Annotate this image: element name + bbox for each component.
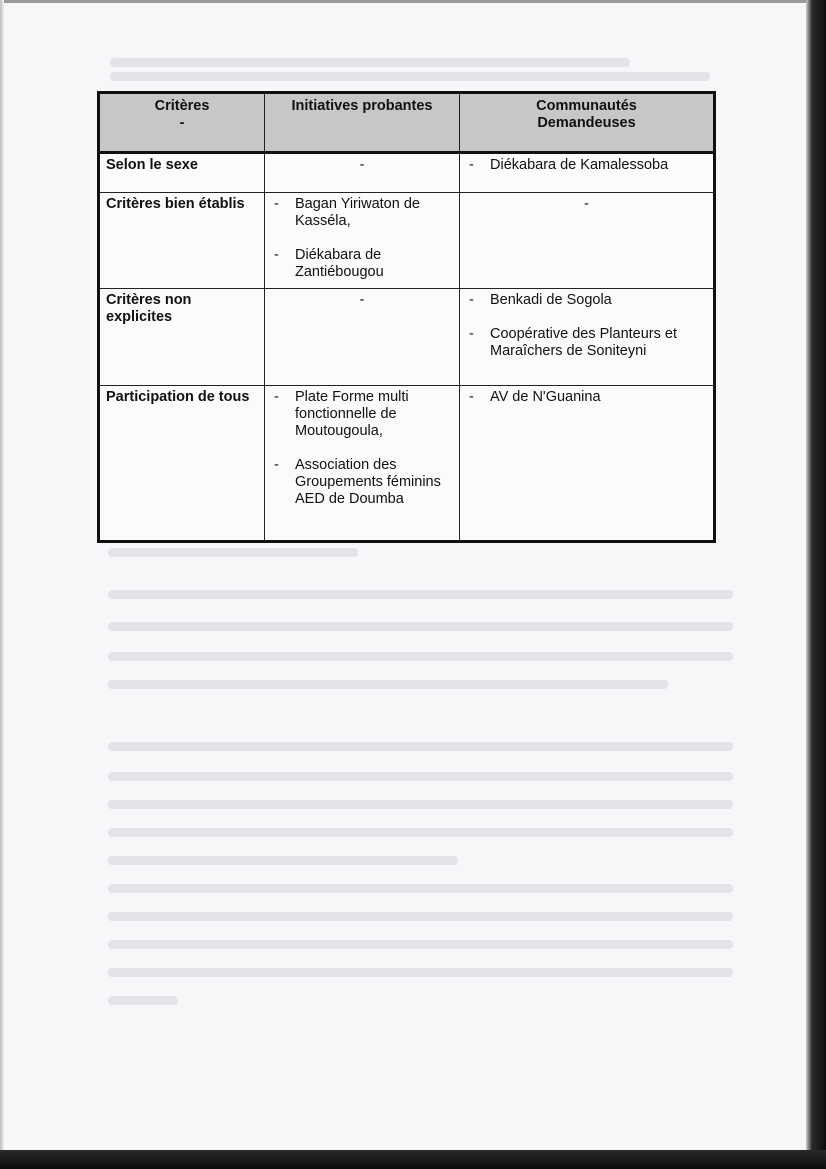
header-initiatives-label: Initiatives probantes (291, 98, 433, 114)
communautes-cell (460, 385, 715, 541)
scan-edge-right (806, 0, 826, 1169)
empty-dash: - (359, 157, 365, 174)
list-item: - Plate Forme multi fonctionnelle de Moutougoula, (271, 389, 453, 440)
header-communautes-line2: Demandeuses (537, 115, 636, 131)
list-item: - Bagan Yiriwaton de Kasséla, (271, 196, 453, 230)
list-item: - Coopérative des Planteurs et Maraîchers de Soniteyni (466, 326, 707, 360)
empty-dash: - (584, 196, 589, 213)
list-item: - Diékabara de Zantiébougou (271, 247, 453, 281)
list-item: - Association des Groupements féminins AED de Doumba (271, 457, 453, 508)
criteria-table (97, 91, 716, 543)
list-item: - Benkadi de Sogola (466, 292, 707, 309)
table-row (99, 193, 715, 289)
header-criteres-dash: - (179, 115, 185, 131)
criterion-cell: Critères bien établis (99, 193, 265, 289)
communautes-cell (460, 193, 715, 289)
header-initiatives (265, 93, 460, 153)
scan-edge-top (0, 0, 826, 3)
initiatives-cell (265, 289, 460, 385)
criterion-cell: Participation de tous (99, 385, 265, 541)
list-item: - AV de N'Guanina (466, 389, 707, 406)
criterion-cell: Selon le sexe (99, 153, 265, 193)
communautes-cell (460, 289, 715, 385)
initiatives-cell (265, 385, 460, 541)
scan-edge-bottom (0, 1150, 826, 1169)
header-criteres (99, 93, 265, 153)
table-row (99, 385, 715, 541)
table-row (99, 289, 715, 385)
initiatives-cell (265, 153, 460, 193)
header-communautes (460, 93, 715, 153)
header-communautes-line1: Communautés (536, 98, 637, 114)
scan-edge-left (0, 0, 4, 1150)
empty-dash: - (359, 292, 365, 309)
table-header-row (99, 93, 715, 153)
criterion-cell: Critères non explicites (99, 289, 265, 385)
initiatives-cell (265, 193, 460, 289)
header-criteres-label: Critères (154, 98, 210, 114)
list-item: - Diékabara de Kamalessoba (466, 157, 707, 174)
table-row (99, 153, 715, 193)
communautes-cell (460, 153, 715, 193)
